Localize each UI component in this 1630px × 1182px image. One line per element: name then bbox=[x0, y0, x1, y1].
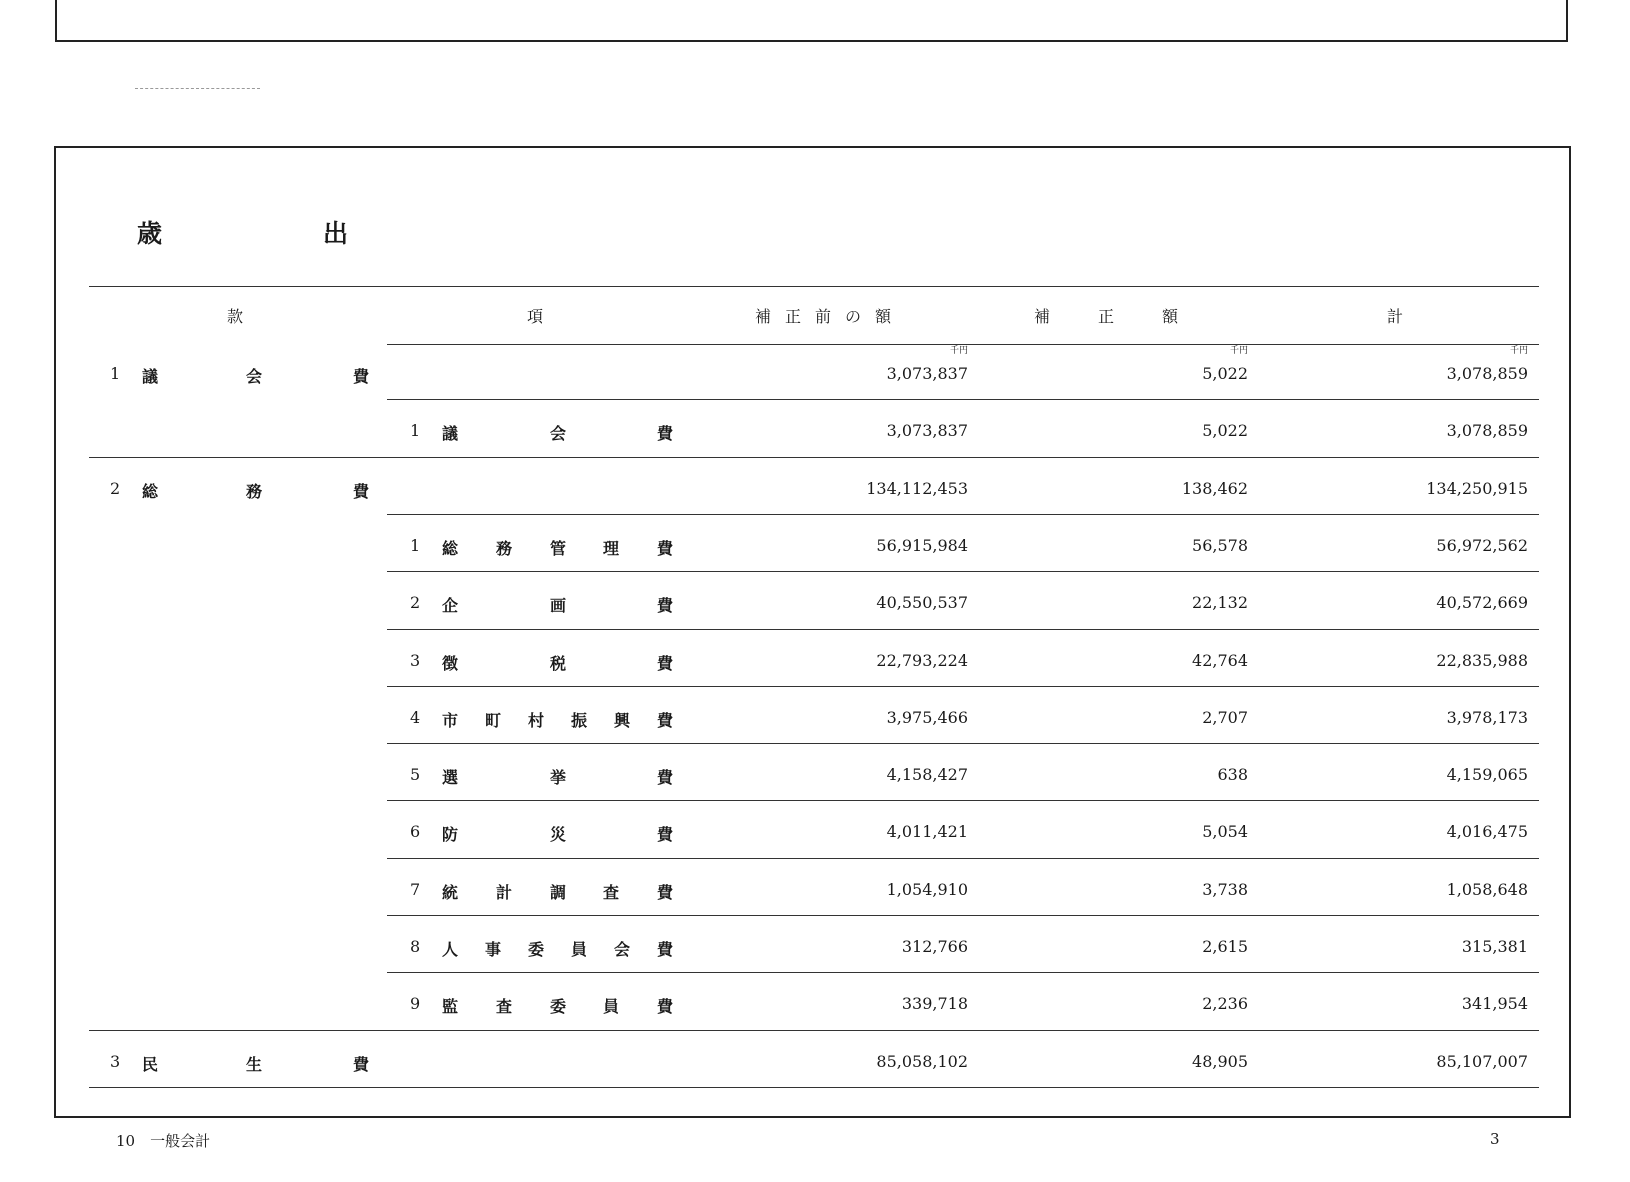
kou-name-char: 調 bbox=[550, 883, 567, 902]
kou-name-char: 委 bbox=[550, 997, 567, 1016]
page-title: 歳 出 bbox=[137, 219, 417, 248]
kou-number: 1 bbox=[410, 421, 421, 440]
amount-before: 1,054,910 bbox=[886, 880, 968, 899]
amount-adjust: 138,462 bbox=[1181, 479, 1248, 498]
kou-name-char: 費 bbox=[657, 596, 674, 615]
amount-before: 4,011,421 bbox=[886, 822, 968, 841]
row-divider bbox=[387, 629, 1539, 630]
row-divider bbox=[89, 457, 1539, 458]
header-top-rule bbox=[89, 286, 1539, 287]
amount-before: 134,112,453 bbox=[866, 479, 968, 498]
kan-number: 3 bbox=[110, 1052, 121, 1071]
amount-before: 339,718 bbox=[901, 994, 968, 1013]
amount-total: 3,078,859 bbox=[1446, 421, 1528, 440]
amount-adjust: 5,022 bbox=[1202, 364, 1248, 383]
amount-total: 85,107,007 bbox=[1436, 1052, 1528, 1071]
kou-name-char: 費 bbox=[657, 711, 674, 730]
table-row bbox=[0, 927, 1630, 967]
amount-total: 40,572,669 bbox=[1436, 593, 1528, 612]
amount-adjust: 2,707 bbox=[1202, 708, 1248, 727]
divider bbox=[135, 88, 260, 89]
table-row bbox=[0, 526, 1630, 566]
header-total: 計 bbox=[1386, 307, 1413, 326]
kou-name-char: 画 bbox=[550, 596, 567, 615]
footer-section-label: 10 一般会計 bbox=[116, 1132, 211, 1150]
row-divider bbox=[387, 686, 1539, 687]
kou-name-char: 監 bbox=[442, 997, 459, 1016]
kou-name-char: 人 bbox=[442, 940, 459, 959]
amount-total: 315,381 bbox=[1461, 937, 1528, 956]
amount-total: 22,835,988 bbox=[1436, 651, 1528, 670]
table-row bbox=[0, 583, 1630, 623]
kou-name-char: 興 bbox=[614, 711, 631, 730]
kou-number: 7 bbox=[410, 880, 421, 899]
kou-number: 3 bbox=[410, 651, 421, 670]
row-divider bbox=[387, 514, 1539, 515]
kou-name-char: 振 bbox=[571, 711, 588, 730]
amount-total: 4,159,065 bbox=[1446, 765, 1528, 784]
amount-before: 4,158,427 bbox=[886, 765, 968, 784]
kan-name-char: 民 bbox=[142, 1055, 159, 1074]
kou-name-char: 費 bbox=[657, 883, 674, 902]
amount-adjust: 22,132 bbox=[1192, 593, 1248, 612]
kou-number: 9 bbox=[410, 994, 421, 1013]
kou-number: 1 bbox=[410, 536, 421, 555]
amount-before: 40,550,537 bbox=[876, 593, 968, 612]
kou-name-char: 計 bbox=[496, 883, 513, 902]
kan-name-char: 費 bbox=[353, 1055, 370, 1074]
kou-name-char: 管 bbox=[550, 539, 567, 558]
amount-total: 134,250,915 bbox=[1426, 479, 1528, 498]
kou-number: 6 bbox=[410, 822, 421, 841]
kou-name-char: 費 bbox=[657, 825, 674, 844]
row-divider bbox=[89, 1087, 1539, 1088]
kou-name-char: 費 bbox=[657, 539, 674, 558]
kou-name-char: 員 bbox=[571, 940, 588, 959]
amount-adjust: 56,578 bbox=[1192, 536, 1248, 555]
amount-adjust: 2,615 bbox=[1202, 937, 1248, 956]
kou-name-char: 査 bbox=[496, 997, 513, 1016]
kou-name-char: 務 bbox=[496, 539, 513, 558]
header-kan: 款 bbox=[226, 307, 253, 326]
top-frame bbox=[55, 0, 1568, 42]
kou-name-char: 査 bbox=[603, 883, 620, 902]
kan-name-char: 会 bbox=[246, 367, 263, 386]
page-number: 3 bbox=[1490, 1130, 1500, 1148]
kan-name-char: 総 bbox=[142, 482, 159, 501]
table-row bbox=[0, 755, 1630, 795]
table-row bbox=[0, 1042, 1630, 1082]
table-row bbox=[0, 984, 1630, 1024]
kou-name-char: 議 bbox=[442, 424, 459, 443]
amount-adjust: 48,905 bbox=[1192, 1052, 1248, 1071]
kou-name-char: 会 bbox=[550, 424, 567, 443]
header-before: 補正前の額 bbox=[754, 307, 905, 326]
amount-before: 85,058,102 bbox=[876, 1052, 968, 1071]
kan-name-char: 費 bbox=[353, 482, 370, 501]
kou-name-char: 市 bbox=[442, 711, 459, 730]
table-row bbox=[0, 812, 1630, 852]
amount-before: 56,915,984 bbox=[876, 536, 968, 555]
kan-number: 2 bbox=[110, 479, 121, 498]
unit-label-adjust: 千円 bbox=[1229, 346, 1248, 356]
table-row bbox=[0, 698, 1630, 738]
kou-name-char: 災 bbox=[550, 825, 567, 844]
header-adjust: 補正額 bbox=[1033, 307, 1226, 326]
kou-name-char: 員 bbox=[603, 997, 620, 1016]
amount-total: 1,058,648 bbox=[1446, 880, 1528, 899]
table-row bbox=[0, 641, 1630, 681]
amount-total: 3,978,173 bbox=[1446, 708, 1528, 727]
kan-name-char: 生 bbox=[246, 1055, 263, 1074]
amount-adjust: 3,738 bbox=[1202, 880, 1248, 899]
kou-name-char: 費 bbox=[657, 940, 674, 959]
kou-name-char: 会 bbox=[614, 940, 631, 959]
kou-name-char: 費 bbox=[657, 654, 674, 673]
unit-label-before: 千円 bbox=[949, 346, 968, 356]
amount-adjust: 638 bbox=[1217, 765, 1248, 784]
kan-name-char: 費 bbox=[353, 367, 370, 386]
amount-adjust: 2,236 bbox=[1202, 994, 1248, 1013]
kou-name-char: 選 bbox=[442, 768, 459, 787]
kou-name-char: 企 bbox=[442, 596, 459, 615]
kou-number: 8 bbox=[410, 937, 421, 956]
row-divider bbox=[387, 800, 1539, 801]
kou-name-char: 委 bbox=[528, 940, 545, 959]
kou-name-char: 費 bbox=[657, 768, 674, 787]
kou-name-char: 防 bbox=[442, 825, 459, 844]
amount-total: 341,954 bbox=[1461, 994, 1528, 1013]
kou-name-char: 挙 bbox=[550, 768, 567, 787]
row-divider bbox=[387, 743, 1539, 744]
kou-name-char: 徴 bbox=[442, 654, 459, 673]
kan-name-char: 議 bbox=[142, 367, 159, 386]
header-kou: 項 bbox=[526, 307, 553, 326]
amount-before: 312,766 bbox=[901, 937, 968, 956]
kou-name-char: 事 bbox=[485, 940, 502, 959]
kou-name-char: 村 bbox=[528, 711, 545, 730]
row-divider bbox=[387, 571, 1539, 572]
amount-total: 4,016,475 bbox=[1446, 822, 1528, 841]
table-row bbox=[0, 411, 1630, 451]
row-divider bbox=[387, 399, 1539, 400]
row-divider bbox=[387, 858, 1539, 859]
kan-number: 1 bbox=[110, 364, 121, 383]
amount-total: 56,972,562 bbox=[1436, 536, 1528, 555]
amount-total: 3,078,859 bbox=[1446, 364, 1528, 383]
kou-name-char: 費 bbox=[657, 997, 674, 1016]
kou-number: 2 bbox=[410, 593, 421, 612]
table-row bbox=[0, 354, 1630, 394]
amount-adjust: 5,054 bbox=[1202, 822, 1248, 841]
kou-name-char: 税 bbox=[550, 654, 567, 673]
row-divider bbox=[387, 972, 1539, 973]
kou-number: 4 bbox=[410, 708, 421, 727]
row-divider bbox=[387, 915, 1539, 916]
amount-before: 3,073,837 bbox=[886, 421, 968, 440]
kou-name-char: 費 bbox=[657, 424, 674, 443]
kou-name-char: 総 bbox=[442, 539, 459, 558]
amount-before: 3,975,466 bbox=[886, 708, 968, 727]
amount-before: 3,073,837 bbox=[886, 364, 968, 383]
kan-name-char: 務 bbox=[246, 482, 263, 501]
kou-name-char: 町 bbox=[485, 711, 502, 730]
kou-name-char: 統 bbox=[442, 883, 459, 902]
amount-adjust: 5,022 bbox=[1202, 421, 1248, 440]
kou-number: 5 bbox=[410, 765, 421, 784]
table-row bbox=[0, 469, 1630, 509]
amount-before: 22,793,224 bbox=[876, 651, 968, 670]
row-divider bbox=[89, 1030, 1539, 1031]
amount-adjust: 42,764 bbox=[1192, 651, 1248, 670]
kou-name-char: 理 bbox=[603, 539, 620, 558]
unit-label-total: 千円 bbox=[1509, 346, 1528, 356]
table-row bbox=[0, 870, 1630, 910]
